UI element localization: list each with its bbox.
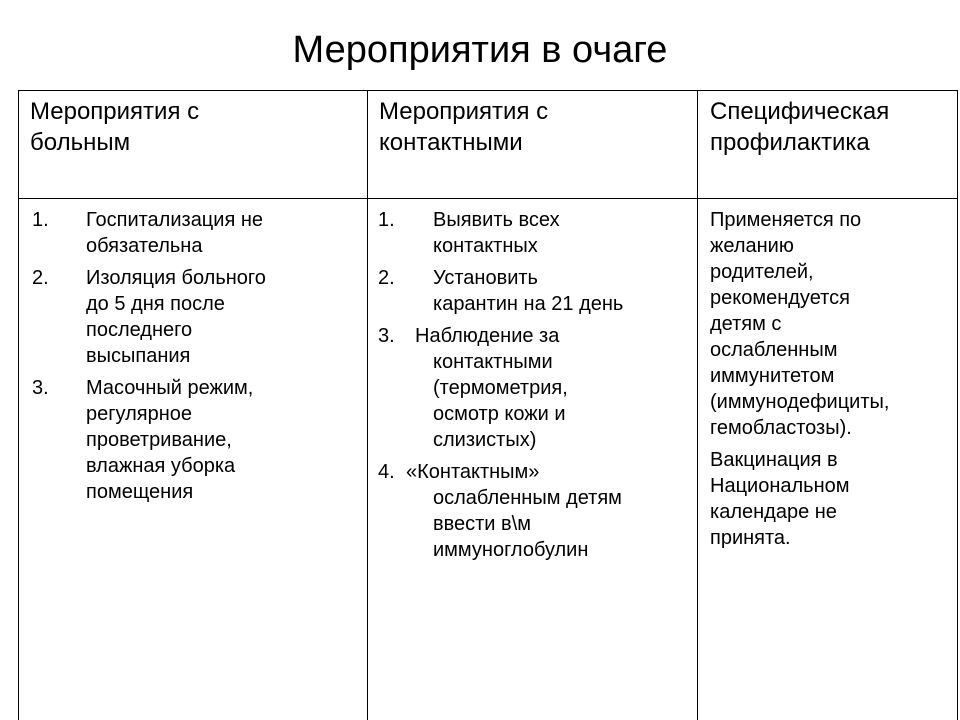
column-divider — [367, 91, 368, 720]
list-item-line: контактных — [433, 235, 538, 257]
header-line: контактными — [379, 129, 523, 156]
paragraph-line: желанию — [710, 235, 794, 257]
header-line: Мероприятия с — [30, 98, 200, 125]
list-item — [32, 265, 362, 369]
list-item-line: проветривание, — [86, 429, 232, 451]
contact-measures-list — [378, 207, 694, 569]
paragraph-line: Национальном — [710, 475, 850, 497]
list-item-line: карантин на 21 день — [433, 293, 624, 315]
header-patient-measures — [30, 96, 360, 158]
paragraph-line: (иммунодефициты, — [710, 391, 890, 413]
list-item-line: Наблюдение за — [415, 325, 560, 347]
measures-table — [18, 90, 958, 720]
list-item — [378, 323, 694, 453]
list-item-line: иммуноглобулин — [433, 539, 589, 561]
header-contact-measures — [379, 96, 691, 158]
paragraph-line: Вакцинация в — [710, 449, 838, 471]
list-item — [378, 265, 694, 317]
list-item-line: помещения — [86, 481, 194, 503]
vaccination-paragraph — [710, 447, 956, 551]
list-item-line: Изоляция больного — [86, 267, 266, 289]
specific-prevention-text — [710, 207, 956, 557]
list-item-line: обязательна — [86, 235, 203, 257]
list-item-number: 1. — [32, 209, 49, 231]
list-item-number: 3. — [378, 325, 395, 347]
column-divider — [697, 91, 698, 720]
list-item-line: осмотр кожи и — [433, 403, 566, 425]
list-item-line: до 5 дня после — [86, 293, 225, 315]
list-item-number: 2. — [378, 267, 395, 289]
list-item-line: Масочный режим, — [86, 377, 254, 399]
list-item-number: 3. — [32, 377, 49, 399]
patient-measures-list — [32, 207, 362, 511]
list-item-number: 1. — [378, 209, 395, 231]
list-item — [32, 375, 362, 505]
list-item-number: 2. — [32, 267, 49, 289]
list-item — [378, 207, 694, 259]
paragraph-line: ослабленным — [710, 339, 838, 361]
header-divider — [19, 198, 957, 199]
header-line: Специфическая — [710, 98, 890, 125]
paragraph-line: календаре не — [710, 501, 837, 523]
header-line: Мероприятия с — [379, 98, 549, 125]
list-item-line: Госпитализация не — [86, 209, 263, 231]
list-item-line: влажная уборка — [86, 455, 236, 477]
page-title: Мероприятия в очаге — [292, 29, 668, 71]
header-line: больным — [30, 129, 131, 156]
list-item — [32, 207, 362, 259]
list-item-line: последнего — [86, 319, 193, 341]
paragraph-line: детям с — [710, 313, 782, 335]
list-item-line: ввести в\м — [433, 513, 531, 535]
list-item-line: ослабленным детям — [433, 487, 622, 509]
list-item-line: регулярное — [86, 403, 193, 425]
paragraph-line: иммунитетом — [710, 365, 835, 387]
list-item-line: «Контактным» — [406, 461, 540, 483]
list-item-line: Установить — [433, 267, 538, 289]
header-line: профилактика — [710, 129, 870, 156]
list-item-line: контактными — [433, 351, 553, 373]
header-specific-prevention — [710, 96, 956, 158]
paragraph-line: рекомендуется — [710, 287, 850, 309]
list-item-number: 4. — [378, 461, 395, 483]
paragraph-line: гемобластозы). — [710, 417, 852, 439]
paragraph-line: принята. — [710, 527, 791, 549]
list-item-line: Выявить всех — [433, 209, 560, 231]
list-item-line: (термометрия, — [433, 377, 568, 399]
list-item-line: высыпания — [86, 345, 191, 367]
list-item — [378, 459, 694, 563]
list-item-line: слизистых) — [433, 429, 537, 451]
prevention-paragraph — [710, 207, 956, 441]
paragraph-line: Применяется по — [710, 209, 862, 231]
paragraph-line: родителей, — [710, 261, 814, 283]
